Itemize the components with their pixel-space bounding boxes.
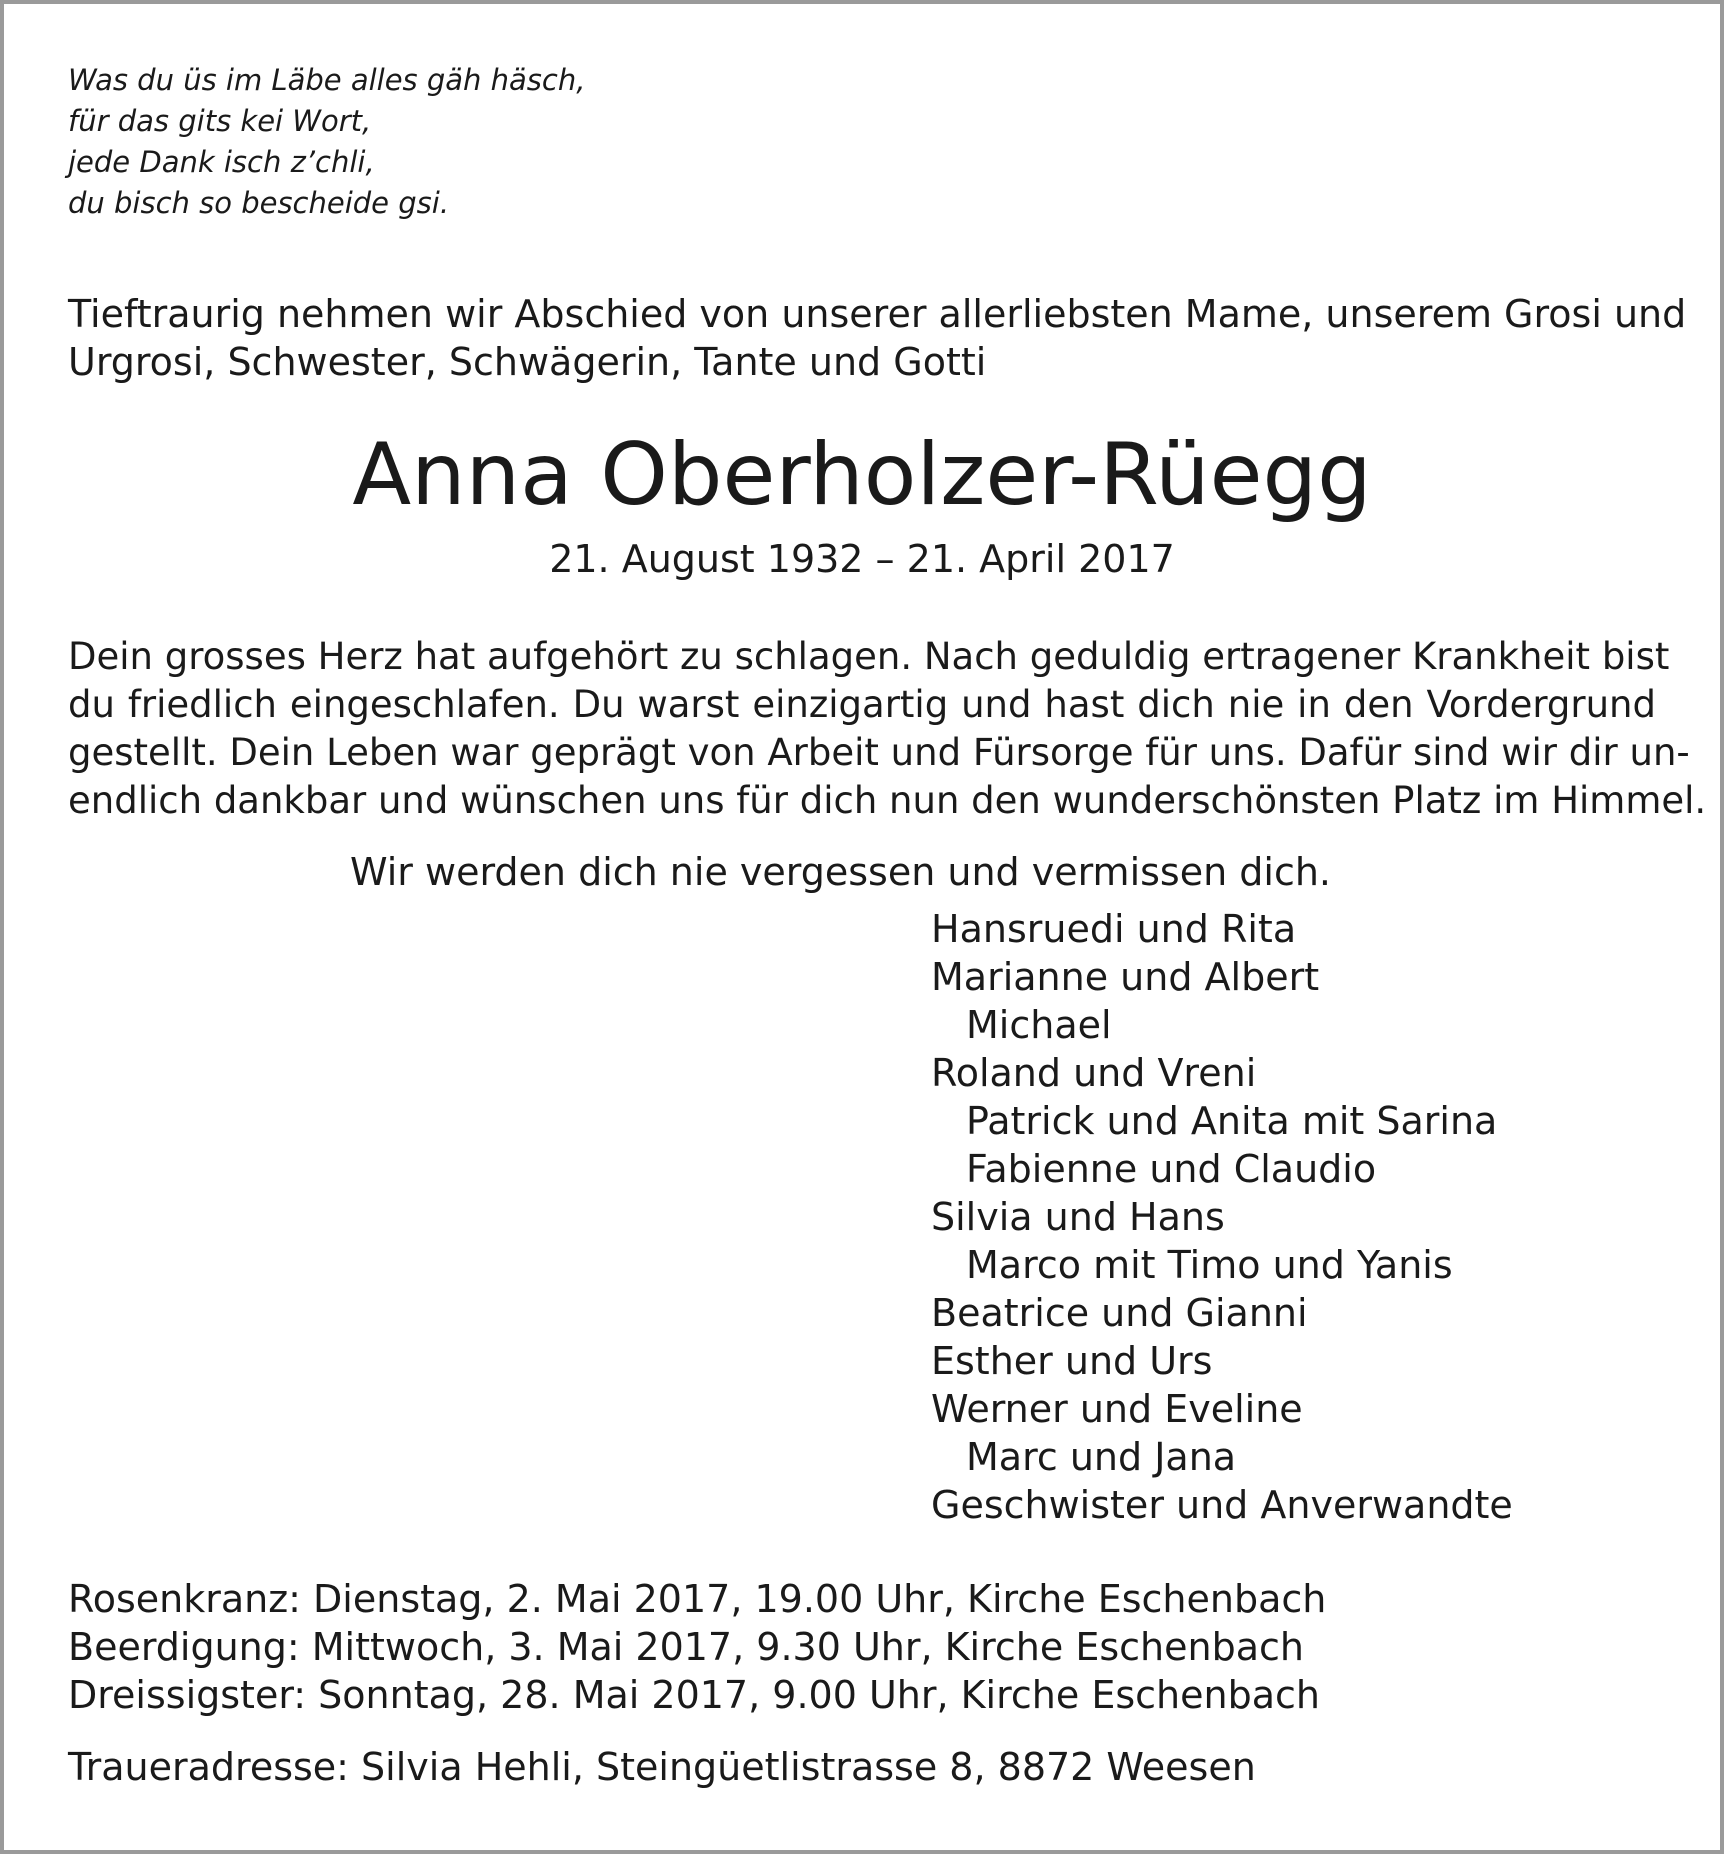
service-schedule [68, 1575, 1326, 1719]
intro-line: Tieftraurig nehmen wir Abschied von unserer allerliebsten Mame, unserem Grosi und [68, 292, 1687, 336]
family-member: Geschwister und Anverwandte [931, 1483, 1513, 1527]
tribute-line: endlich dankbar und wünschen uns für dich nun den wunderschönsten Platz im Himmel. [68, 779, 1707, 822]
family-member: Marc und Jana [966, 1435, 1237, 1479]
tribute-line: Dein grosses Herz hat aufgehört zu schlagen. Nach geduldig ertragener Krankheit bist [68, 635, 1670, 678]
closing-sentence: Wir werden dich nie vergessen und vermissen dich. [350, 850, 1332, 894]
motto-line: du bisch so bescheide gsi. [68, 186, 450, 220]
family-list [931, 905, 1513, 1529]
family-member: Roland und Vreni [931, 1051, 1257, 1095]
family-member: Fabienne und Claudio [966, 1147, 1377, 1191]
family-member: Beatrice und Gianni [931, 1291, 1308, 1335]
service-event: Dreissigster: Sonntag, 28. Mai 2017, 9.00 Uhr, Kirche Eschenbach [68, 1673, 1320, 1717]
life-dates: 21. August 1932 – 21. April 2017 [549, 537, 1175, 581]
family-member: Esther und Urs [931, 1339, 1213, 1383]
family-member: Marianne und Albert [931, 955, 1320, 999]
intro-line: Urgrosi, Schwester, Schwägerin, Tante und Gotti [68, 340, 987, 384]
motto-line: Was du üs im Läbe alles gäh häsch, [68, 63, 586, 97]
service-event: Beerdigung: Mittwoch, 3. Mai 2017, 9.30 Uhr, Kirche Eschenbach [68, 1625, 1304, 1669]
motto-verse [68, 60, 585, 224]
tribute-line: du friedlich eingeschlafen. Du warst einzigartig und hast dich nie in den Vordergrund [68, 683, 1656, 726]
service-event: Rosenkranz: Dienstag, 2. Mai 2017, 19.00 Uhr, Kirche Eschenbach [68, 1577, 1327, 1621]
tribute-paragraph [68, 633, 1707, 825]
intro-text [68, 290, 1686, 386]
mourning-address: Traueradresse: Silvia Hehli, Steingüetlistrasse 8, 8872 Weesen [68, 1745, 1256, 1789]
family-member: Hansruedi und Rita [931, 907, 1297, 951]
motto-line: für das gits kei Wort, [68, 104, 372, 138]
family-member: Marco mit Timo und Yanis [966, 1243, 1453, 1287]
family-member: Silvia und Hans [931, 1195, 1225, 1239]
motto-line: jede Dank isch z’chli, [68, 145, 375, 179]
tribute-line: gestellt. Dein Leben war geprägt von Arbeit und Fürsorge für uns. Dafür sind wir dir un- [68, 731, 1690, 774]
deceased-name: Anna Oberholzer-Rüegg [352, 425, 1372, 525]
family-member: Patrick und Anita mit Sarina [966, 1099, 1498, 1143]
family-member: Werner und Eveline [931, 1387, 1303, 1431]
family-member: Michael [966, 1003, 1112, 1047]
